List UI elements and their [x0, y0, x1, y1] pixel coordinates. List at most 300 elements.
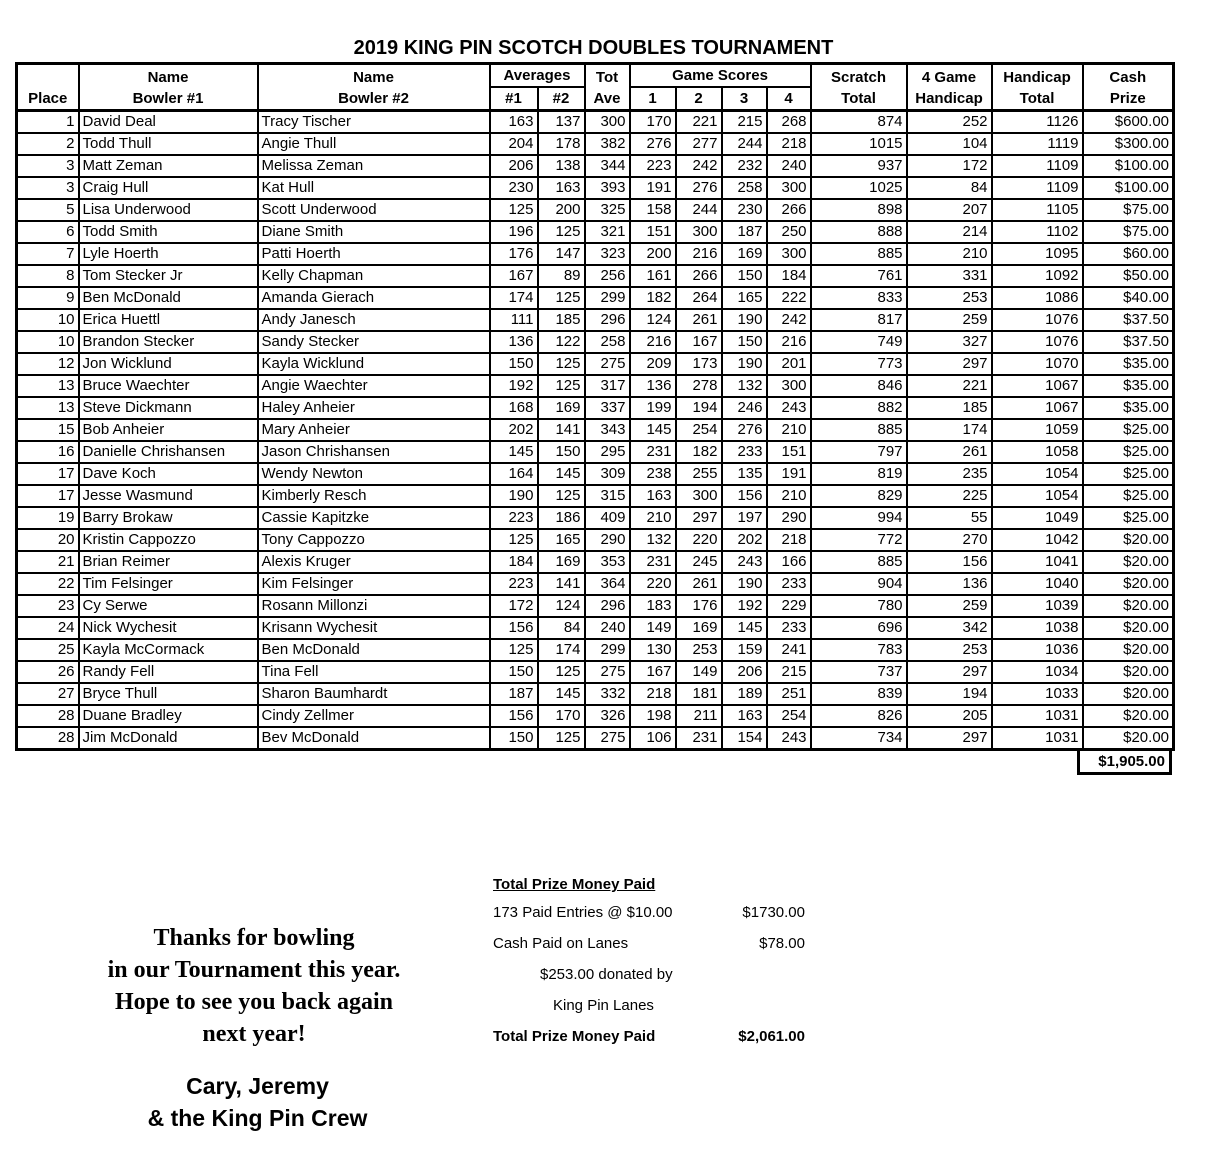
- game4-cell: 300: [767, 243, 811, 265]
- avg1-cell: 168: [490, 397, 538, 419]
- cash-prize-cell: $25.00: [1083, 463, 1174, 485]
- prize-summary-heading: Total Prize Money Paid: [493, 876, 656, 893]
- place-cell: 10: [17, 309, 79, 331]
- place-cell: 17: [17, 485, 79, 507]
- avg2-cell: 145: [538, 683, 585, 705]
- place-cell: 25: [17, 639, 79, 661]
- bowler2-cell: Jason Chrishansen: [258, 441, 490, 463]
- scratch-total-cell: 937: [811, 155, 907, 177]
- avg2-cell: 125: [538, 221, 585, 243]
- avg2-cell: 186: [538, 507, 585, 529]
- tot-ave-cell: 364: [585, 573, 630, 595]
- place-cell: 2: [17, 133, 79, 155]
- prize-line-value: $78.00: [759, 935, 805, 952]
- handicap-cell: 235: [907, 463, 992, 485]
- handicap-total-cell: 1076: [992, 309, 1083, 331]
- avg2-cell: 89: [538, 265, 585, 287]
- handicap-total-cell: 1049: [992, 507, 1083, 529]
- bowler1-cell: Bruce Waechter: [79, 375, 258, 397]
- bowler1-cell: Lisa Underwood: [79, 199, 258, 221]
- game3-cell: 150: [722, 265, 767, 287]
- scratch-total-cell: 885: [811, 243, 907, 265]
- game2-cell: 221: [676, 111, 722, 134]
- bowler1-cell: Barry Brokaw: [79, 507, 258, 529]
- avg2-cell: 125: [538, 727, 585, 750]
- avg1-cell: 172: [490, 595, 538, 617]
- prize-summary-line: [493, 1028, 805, 1046]
- game2-cell: 245: [676, 551, 722, 573]
- game4-cell: 254: [767, 705, 811, 727]
- cash-prize-cell: $20.00: [1083, 661, 1174, 683]
- bowler2-cell: Ben McDonald: [258, 639, 490, 661]
- prize-summary-line: [493, 997, 805, 1015]
- game1-cell: 161: [630, 265, 676, 287]
- result-row: [17, 397, 1174, 419]
- handicap-cell: 270: [907, 529, 992, 551]
- tot-ave-cell: 275: [585, 661, 630, 683]
- bowler1-cell: Brandon Stecker: [79, 331, 258, 353]
- avg1-cell: 156: [490, 617, 538, 639]
- handicap-total-cell: 1070: [992, 353, 1083, 375]
- place-cell: 28: [17, 727, 79, 750]
- tot-ave-cell: 299: [585, 287, 630, 309]
- handicap-cell: 261: [907, 441, 992, 463]
- game2-cell: 300: [676, 485, 722, 507]
- avg1-cell: 202: [490, 419, 538, 441]
- game1-cell: 130: [630, 639, 676, 661]
- game2-cell: 167: [676, 331, 722, 353]
- game1-cell: 158: [630, 199, 676, 221]
- bowler2-cell: Bev McDonald: [258, 727, 490, 750]
- cash-prize-cell: $300.00: [1083, 133, 1174, 155]
- tot-ave-cell: 296: [585, 309, 630, 331]
- handicap-cell: 136: [907, 573, 992, 595]
- game1-cell: 210: [630, 507, 676, 529]
- game1-cell: 136: [630, 375, 676, 397]
- game1-cell: 191: [630, 177, 676, 199]
- bowler1-cell: Lyle Hoerth: [79, 243, 258, 265]
- cash-prize-cell: $100.00: [1083, 155, 1174, 177]
- bowler2-cell: Cindy Zellmer: [258, 705, 490, 727]
- result-row: [17, 463, 1174, 485]
- scratch-total-cell: 882: [811, 397, 907, 419]
- handicap-cell: 156: [907, 551, 992, 573]
- bowler2-cell: Angie Thull: [258, 133, 490, 155]
- avg1-cell: 145: [490, 441, 538, 463]
- scratch-total-cell: 734: [811, 727, 907, 750]
- handicap-cell: 253: [907, 639, 992, 661]
- bowler1-cell: Jon Wicklund: [79, 353, 258, 375]
- header-averages: Averages: [490, 64, 585, 88]
- bowler1-cell: Steve Dickmann: [79, 397, 258, 419]
- avg1-cell: 184: [490, 551, 538, 573]
- bowler2-cell: Diane Smith: [258, 221, 490, 243]
- avg1-cell: 196: [490, 221, 538, 243]
- tot-ave-cell: 309: [585, 463, 630, 485]
- handicap-cell: 259: [907, 595, 992, 617]
- bowler2-cell: Cassie Kapitzke: [258, 507, 490, 529]
- game2-cell: 253: [676, 639, 722, 661]
- tot-ave-cell: 353: [585, 551, 630, 573]
- tot-ave-cell: 321: [585, 221, 630, 243]
- header-bowler1: [79, 64, 258, 111]
- place-cell: 21: [17, 551, 79, 573]
- tot-ave-cell: 323: [585, 243, 630, 265]
- avg2-cell: 150: [538, 441, 585, 463]
- header-handicap-total: Handicap Total: [992, 64, 1083, 111]
- game1-cell: 124: [630, 309, 676, 331]
- bowler1-cell: Jesse Wasmund: [79, 485, 258, 507]
- avg2-cell: 165: [538, 529, 585, 551]
- game2-cell: 242: [676, 155, 722, 177]
- bowler2-cell: Kelly Chapman: [258, 265, 490, 287]
- game3-cell: 169: [722, 243, 767, 265]
- game1-cell: 200: [630, 243, 676, 265]
- header-tot-ave: [585, 64, 630, 111]
- tot-ave-cell: 258: [585, 331, 630, 353]
- results-table: [15, 62, 1175, 751]
- place-cell: 16: [17, 441, 79, 463]
- handicap-cell: 207: [907, 199, 992, 221]
- bowler1-cell: Todd Thull: [79, 133, 258, 155]
- signature: [85, 1070, 430, 1134]
- game1-cell: 198: [630, 705, 676, 727]
- cash-prize-cell: $37.50: [1083, 309, 1174, 331]
- bowler2-cell: Krisann Wychesit: [258, 617, 490, 639]
- page-title: 2019 KING PIN SCOTCH DOUBLES TOURNAMENT: [353, 37, 834, 59]
- handicap-total-cell: 1076: [992, 331, 1083, 353]
- avg2-cell: 125: [538, 661, 585, 683]
- place-cell: 3: [17, 155, 79, 177]
- result-row: [17, 419, 1174, 441]
- tot-ave-cell: 300: [585, 111, 630, 134]
- game4-cell: 218: [767, 529, 811, 551]
- tot-ave-cell: 382: [585, 133, 630, 155]
- cash-prize-cell: $35.00: [1083, 375, 1174, 397]
- result-row: [17, 243, 1174, 265]
- result-row: [17, 309, 1174, 331]
- cash-prize-cell: $35.00: [1083, 353, 1174, 375]
- signature-line: Cary, Jeremy: [186, 1073, 329, 1099]
- handicap-cell: 205: [907, 705, 992, 727]
- place-cell: 15: [17, 419, 79, 441]
- game3-cell: 246: [722, 397, 767, 419]
- game4-cell: 233: [767, 617, 811, 639]
- avg1-cell: 223: [490, 573, 538, 595]
- result-row: [17, 595, 1174, 617]
- handicap-cell: 297: [907, 727, 992, 750]
- scratch-total-cell: 874: [811, 111, 907, 134]
- place-cell: 27: [17, 683, 79, 705]
- handicap-cell: 327: [907, 331, 992, 353]
- header-row-top: [17, 64, 1174, 88]
- game1-cell: 167: [630, 661, 676, 683]
- game2-cell: 278: [676, 375, 722, 397]
- header-game1: 1: [630, 87, 676, 111]
- handicap-cell: 210: [907, 243, 992, 265]
- handicap-cell: 342: [907, 617, 992, 639]
- header-game-scores: Game Scores: [630, 64, 811, 88]
- game3-cell: 145: [722, 617, 767, 639]
- avg1-cell: 125: [490, 199, 538, 221]
- game3-cell: 233: [722, 441, 767, 463]
- tot-ave-cell: 344: [585, 155, 630, 177]
- scratch-total-cell: 1025: [811, 177, 907, 199]
- game3-cell: 190: [722, 353, 767, 375]
- bowler1-cell: Jim McDonald: [79, 727, 258, 750]
- game4-cell: 216: [767, 331, 811, 353]
- game4-cell: 250: [767, 221, 811, 243]
- bowler1-cell: Brian Reimer: [79, 551, 258, 573]
- cash-prize-cell: $25.00: [1083, 419, 1174, 441]
- game3-cell: 190: [722, 309, 767, 331]
- header-4game-handicap: 4 Game Handicap: [907, 64, 992, 111]
- game3-cell: 202: [722, 529, 767, 551]
- bowler2-cell: Rosann Millonzi: [258, 595, 490, 617]
- place-cell: 20: [17, 529, 79, 551]
- bowler1-cell: Tom Stecker Jr: [79, 265, 258, 287]
- handicap-total-cell: 1102: [992, 221, 1083, 243]
- bowler1-cell: Bob Anheier: [79, 419, 258, 441]
- cash-prize-cell: $75.00: [1083, 199, 1174, 221]
- signature-line: & the King Pin Crew: [147, 1105, 368, 1131]
- avg2-cell: 185: [538, 309, 585, 331]
- place-cell: 7: [17, 243, 79, 265]
- prize-line-label: 173 Paid Entries @ $10.00: [493, 904, 673, 921]
- bowler2-cell: Amanda Gierach: [258, 287, 490, 309]
- avg1-cell: 150: [490, 353, 538, 375]
- game2-cell: 173: [676, 353, 722, 375]
- avg1-cell: 190: [490, 485, 538, 507]
- game4-cell: 215: [767, 661, 811, 683]
- result-row: [17, 199, 1174, 221]
- handicap-total-cell: 1067: [992, 375, 1083, 397]
- place-cell: 28: [17, 705, 79, 727]
- tot-ave-cell: 299: [585, 639, 630, 661]
- game2-cell: 255: [676, 463, 722, 485]
- scratch-total-cell: 1015: [811, 133, 907, 155]
- grand-total-cash: $1,905.00: [1077, 751, 1172, 775]
- result-row: [17, 683, 1174, 705]
- handicap-cell: 259: [907, 309, 992, 331]
- results-table-container: [15, 62, 1172, 775]
- game1-cell: 149: [630, 617, 676, 639]
- bowler2-cell: Alexis Kruger: [258, 551, 490, 573]
- tot-ave-cell: 393: [585, 177, 630, 199]
- game3-cell: 154: [722, 727, 767, 750]
- game2-cell: 169: [676, 617, 722, 639]
- avg2-cell: 124: [538, 595, 585, 617]
- handicap-total-cell: 1095: [992, 243, 1083, 265]
- handicap-total-cell: 1033: [992, 683, 1083, 705]
- bowler2-cell: Haley Anheier: [258, 397, 490, 419]
- scratch-total-cell: 829: [811, 485, 907, 507]
- cash-prize-cell: $20.00: [1083, 551, 1174, 573]
- scratch-total-cell: 885: [811, 419, 907, 441]
- game3-cell: 232: [722, 155, 767, 177]
- scratch-total-cell: 780: [811, 595, 907, 617]
- avg2-cell: 125: [538, 353, 585, 375]
- game2-cell: 194: [676, 397, 722, 419]
- bowler2-cell: Tina Fell: [258, 661, 490, 683]
- game3-cell: 258: [722, 177, 767, 199]
- avg2-cell: 169: [538, 551, 585, 573]
- header-game3: 3: [722, 87, 767, 111]
- game3-cell: 150: [722, 331, 767, 353]
- scratch-total-cell: 885: [811, 551, 907, 573]
- cash-prize-cell: $20.00: [1083, 617, 1174, 639]
- thanks-note-line: in our Tournament this year.: [107, 957, 401, 983]
- result-row: [17, 177, 1174, 199]
- tot-ave-cell: 290: [585, 529, 630, 551]
- handicap-total-cell: 1054: [992, 485, 1083, 507]
- game3-cell: 163: [722, 705, 767, 727]
- header-avg1: #1: [490, 87, 538, 111]
- game4-cell: 290: [767, 507, 811, 529]
- game4-cell: 242: [767, 309, 811, 331]
- result-row: [17, 705, 1174, 727]
- game2-cell: 216: [676, 243, 722, 265]
- prize-summary-line: [493, 966, 805, 984]
- avg1-cell: 206: [490, 155, 538, 177]
- handicap-total-cell: 1105: [992, 199, 1083, 221]
- bowler1-cell: Randy Fell: [79, 661, 258, 683]
- prize-line-label: Cash Paid on Lanes: [493, 935, 629, 952]
- game3-cell: 230: [722, 199, 767, 221]
- scratch-total-cell: 994: [811, 507, 907, 529]
- cash-prize-cell: $25.00: [1083, 507, 1174, 529]
- thanks-note-line: Thanks for bowling: [153, 925, 355, 951]
- game2-cell: 220: [676, 529, 722, 551]
- game4-cell: 184: [767, 265, 811, 287]
- tot-ave-cell: 296: [585, 595, 630, 617]
- handicap-cell: 331: [907, 265, 992, 287]
- game1-cell: 209: [630, 353, 676, 375]
- game2-cell: 266: [676, 265, 722, 287]
- cash-prize-cell: $20.00: [1083, 595, 1174, 617]
- avg2-cell: 137: [538, 111, 585, 134]
- avg1-cell: 192: [490, 375, 538, 397]
- game2-cell: 182: [676, 441, 722, 463]
- game2-cell: 261: [676, 309, 722, 331]
- game3-cell: 132: [722, 375, 767, 397]
- avg1-cell: 167: [490, 265, 538, 287]
- game4-cell: 266: [767, 199, 811, 221]
- place-cell: 8: [17, 265, 79, 287]
- bowler1-cell: Nick Wychesit: [79, 617, 258, 639]
- avg2-cell: 145: [538, 463, 585, 485]
- game1-cell: 132: [630, 529, 676, 551]
- bowler2-cell: Kim Felsinger: [258, 573, 490, 595]
- cash-prize-cell: $20.00: [1083, 639, 1174, 661]
- handicap-total-cell: 1119: [992, 133, 1083, 155]
- avg1-cell: 230: [490, 177, 538, 199]
- scratch-total-cell: 696: [811, 617, 907, 639]
- game1-cell: 151: [630, 221, 676, 243]
- avg1-cell: 164: [490, 463, 538, 485]
- game3-cell: 215: [722, 111, 767, 134]
- handicap-cell: 185: [907, 397, 992, 419]
- game1-cell: 145: [630, 419, 676, 441]
- result-row: [17, 331, 1174, 353]
- handicap-total-cell: 1054: [992, 463, 1083, 485]
- place-cell: 12: [17, 353, 79, 375]
- avg2-cell: 122: [538, 331, 585, 353]
- avg2-cell: 138: [538, 155, 585, 177]
- scratch-total-cell: 737: [811, 661, 907, 683]
- result-row: [17, 551, 1174, 573]
- header-bowler2-label: Bowler #2: [338, 90, 409, 107]
- game1-cell: 220: [630, 573, 676, 595]
- bowler2-cell: Kayla Wicklund: [258, 353, 490, 375]
- header-place: Place: [17, 64, 79, 111]
- handicap-total-cell: 1034: [992, 661, 1083, 683]
- game1-cell: 238: [630, 463, 676, 485]
- game1-cell: 216: [630, 331, 676, 353]
- avg2-cell: 125: [538, 287, 585, 309]
- game2-cell: 149: [676, 661, 722, 683]
- avg2-cell: 178: [538, 133, 585, 155]
- bowler1-cell: Duane Bradley: [79, 705, 258, 727]
- game1-cell: 276: [630, 133, 676, 155]
- prize-line-label: Total Prize Money Paid: [493, 1028, 656, 1045]
- handicap-total-cell: 1040: [992, 573, 1083, 595]
- bowler1-cell: Kristin Cappozzo: [79, 529, 258, 551]
- game3-cell: 156: [722, 485, 767, 507]
- thanks-note: [85, 922, 423, 1050]
- handicap-total-cell: 1042: [992, 529, 1083, 551]
- place-cell: 9: [17, 287, 79, 309]
- game4-cell: 241: [767, 639, 811, 661]
- avg1-cell: 150: [490, 661, 538, 683]
- header-avg2: #2: [538, 87, 585, 111]
- prize-line-value: $1730.00: [742, 904, 805, 921]
- game1-cell: 218: [630, 683, 676, 705]
- bowler1-cell: Tim Felsinger: [79, 573, 258, 595]
- scratch-total-cell: 839: [811, 683, 907, 705]
- game2-cell: 261: [676, 573, 722, 595]
- result-row: [17, 441, 1174, 463]
- avg2-cell: 174: [538, 639, 585, 661]
- handicap-cell: 297: [907, 353, 992, 375]
- prize-summary-line: [493, 904, 805, 922]
- result-row: [17, 639, 1174, 661]
- tot-ave-cell: 317: [585, 375, 630, 397]
- result-row: [17, 375, 1174, 397]
- game3-cell: 276: [722, 419, 767, 441]
- place-cell: 19: [17, 507, 79, 529]
- bowler2-cell: Mary Anheier: [258, 419, 490, 441]
- avg2-cell: 84: [538, 617, 585, 639]
- cash-prize-cell: $600.00: [1083, 111, 1174, 134]
- cash-prize-cell: $20.00: [1083, 573, 1174, 595]
- game2-cell: 277: [676, 133, 722, 155]
- tot-ave-cell: 409: [585, 507, 630, 529]
- prize-summary-line: [493, 935, 805, 953]
- game4-cell: 201: [767, 353, 811, 375]
- game4-cell: 191: [767, 463, 811, 485]
- bowler2-cell: Sandy Stecker: [258, 331, 490, 353]
- game2-cell: 276: [676, 177, 722, 199]
- header-tot-label: Tot: [595, 69, 619, 86]
- game2-cell: 297: [676, 507, 722, 529]
- prize-summary: [493, 876, 805, 1059]
- game4-cell: 166: [767, 551, 811, 573]
- game4-cell: 243: [767, 727, 811, 750]
- game3-cell: 190: [722, 573, 767, 595]
- bowler2-cell: Angie Waechter: [258, 375, 490, 397]
- cash-prize-cell: $35.00: [1083, 397, 1174, 419]
